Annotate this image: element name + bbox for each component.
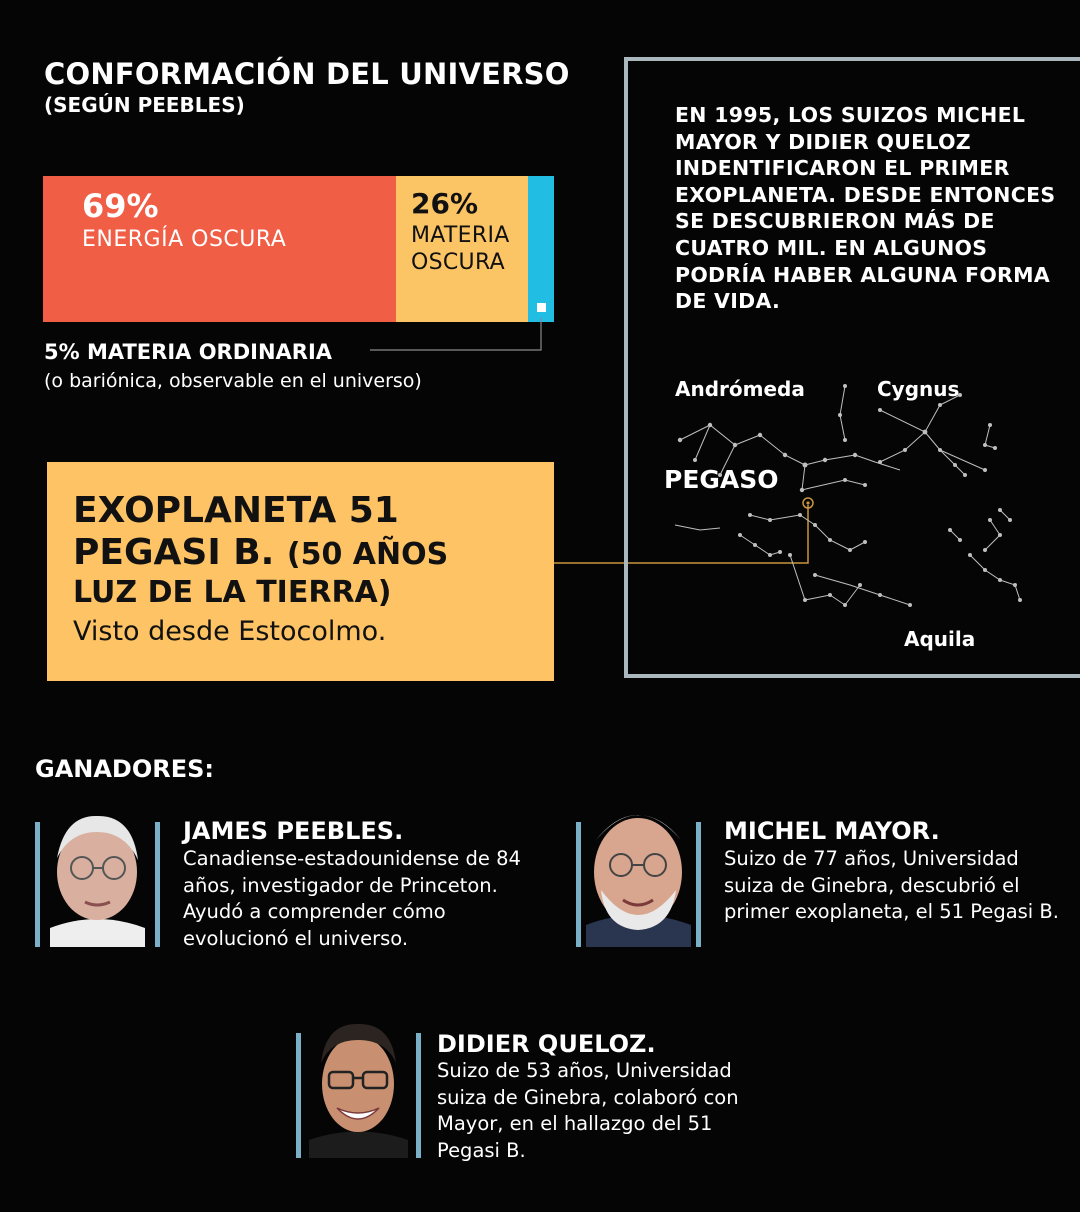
ordinary-matter-label: 5% MATERIA ORDINARIA [44, 340, 333, 364]
mayor-portrait [581, 800, 696, 947]
dark-matter-label: MATERIA OSCURA [411, 223, 510, 275]
page-subtitle: (SEGÚN PEEBLES) [44, 93, 245, 117]
constellation-map [640, 370, 1060, 660]
exoplanet-story: EN 1995, LOS SUIZOS MICHEL MAYOR Y DIDIER QUELOZ INDENTIFICARON EL PRIMER EXOPLANETA. DESDE ENTONCES SE DESCUBRIERON MÁS DE CUATRO MIL. EN ALGUNOS PODRÍA HABER ALGUNA FORMA DE VIDA. [675, 103, 1056, 314]
peebles-bio: Canadiense-estadounidense de 84 años, investigador de Princeton. Ayudó a comprender cómo evolucionó el universo. [183, 847, 521, 950]
aquila-label: Aquila [904, 627, 976, 651]
pegaso-label: PEGASO [664, 465, 779, 494]
exoplanet-distance: (50 AÑOS [286, 537, 449, 572]
exoplanet-viewpoint: Visto desde Estocolmo. [73, 616, 387, 647]
queloz-name: DIDIER QUELOZ. [437, 1030, 656, 1058]
exoplanet-title-line1: EXOPLANETA 51 [73, 490, 399, 531]
exoplanet-name: PEGASI B. [73, 532, 275, 573]
dark-energy-label: ENERGÍA OSCURA [82, 227, 287, 252]
winners-heading: GANADORES: [35, 755, 215, 783]
cygnus-label: Cygnus [877, 377, 960, 401]
dark-matter-percent: 26% [411, 187, 479, 220]
page-title: CONFORMACIÓN DEL UNIVERSO [44, 57, 570, 91]
mayor-name: MICHEL MAYOR. [724, 817, 940, 845]
mayor-bio: Suizo de 77 años, Universidad suiza de Ginebra, descubrió el primer exoplaneta, el 51 Pegasi B. [724, 847, 1060, 923]
queloz-bio: Suizo de 53 años, Universidad suiza de Ginebra, colaboró con Mayor, en el hallazgo del 51 Pegasi B. [437, 1059, 739, 1162]
ordinary-matter-note: (o bariónica, observable en el universo) [44, 370, 422, 392]
dark-energy-percent: 69% [82, 187, 159, 225]
peebles-name: JAMES PEEBLES. [183, 817, 404, 845]
exoplanet-title-line3: LUZ DE LA TIERRA) [73, 575, 392, 610]
queloz-portrait [301, 1018, 416, 1158]
andromeda-label: Andrómeda [675, 377, 805, 401]
exoplanet-title-line2 [73, 532, 448, 576]
peebles-portrait [40, 810, 155, 947]
